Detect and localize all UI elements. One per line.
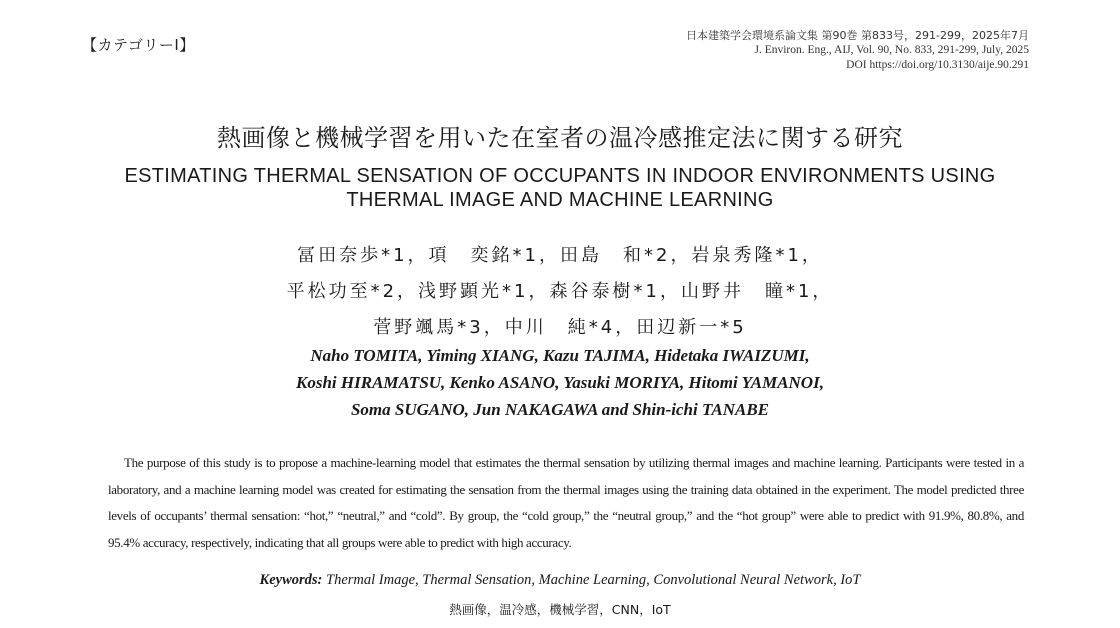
paper-title-en-line2: THERMAL IMAGE AND MACHINE LEARNING — [346, 189, 774, 211]
paper-title-en-line1: ESTIMATING THERMAL SENSATION OF OCCUPANTS IN INDOOR ENVIRONMENTS USING — [124, 165, 996, 187]
author-line-en-2: Koshi HIRAMATSU, Kenko ASANO, Yasuki MORIYA, Hitomi YAMANOI, — [296, 373, 824, 392]
keywords-ja: 熱画像，温冷感，機械学習，CNN，IoT — [449, 602, 671, 617]
author-line-ja-1: 冨田奈歩*1，項 奕銘*1，田島 和*2，岩泉秀隆*1， — [297, 245, 823, 266]
author-line-ja-3: 菅野颯馬*3，中川 純*4，田辺新一*5 — [373, 317, 747, 338]
author-line-en-3: Soma SUGANO, Jun NAKAGAWA and Shin-ichi TANABE — [350, 400, 770, 419]
keywords-list-en: Thermal Image, Thermal Sensation, Machine Learning, Convolutional Neural Network, IoT — [326, 572, 861, 588]
keywords-en — [0, 572, 1120, 589]
paper-title-en — [80, 164, 1040, 212]
abstract-paragraph: The purpose of this study is to propose a machine-learning model that estimates the thermal sensation by utilizing thermal images and machine learning. Participants were tested in a laboratory, and a machine learning model was created for estimating the sensation from the thermal images using the training data obtained in the experiment. The model predicted three levels of occupants’ thermal sensation: “hot,” “neutral,” and “cold”. By group, the “cold group,” the “neutral group,” and the “hot group” were able to predict with 91.9%, 80.8%, and 95.4% accuracy, respectively, indicating that all groups were able to predict with high accuracy. — [108, 455, 1024, 550]
author-line-en-1: Naho TOMITA, Yiming XIANG, Kazu TAJIMA, Hidetaka IWAIZUMI, — [310, 346, 810, 365]
journal-citation-ja: 日本建築学会環境系論文集 第90巻 第833号，291-299，2025年7月 — [686, 29, 1029, 42]
category-label: 【カテゴリーⅠ】 — [82, 36, 195, 54]
keywords-label: Keywords: — [259, 572, 323, 588]
journal-citation-en: J. Environ. Eng., AIJ, Vol. 90, No. 833, 291-299, July, 2025 — [754, 44, 1029, 56]
author-list-en — [0, 342, 1120, 423]
doi-link[interactable]: DOI https://doi.org/10.3130/aije.90.291 — [846, 59, 1029, 71]
author-line-ja-2: 平松功至*2，浅野顕光*1，森谷泰樹*1，山野井 瞳*1， — [286, 281, 834, 302]
journal-info — [686, 28, 1029, 73]
author-list-ja — [0, 238, 1120, 346]
paper-title-ja: 熱画像と機械学習を用いた在室者の温冷感推定法に関する研究 — [217, 124, 903, 152]
